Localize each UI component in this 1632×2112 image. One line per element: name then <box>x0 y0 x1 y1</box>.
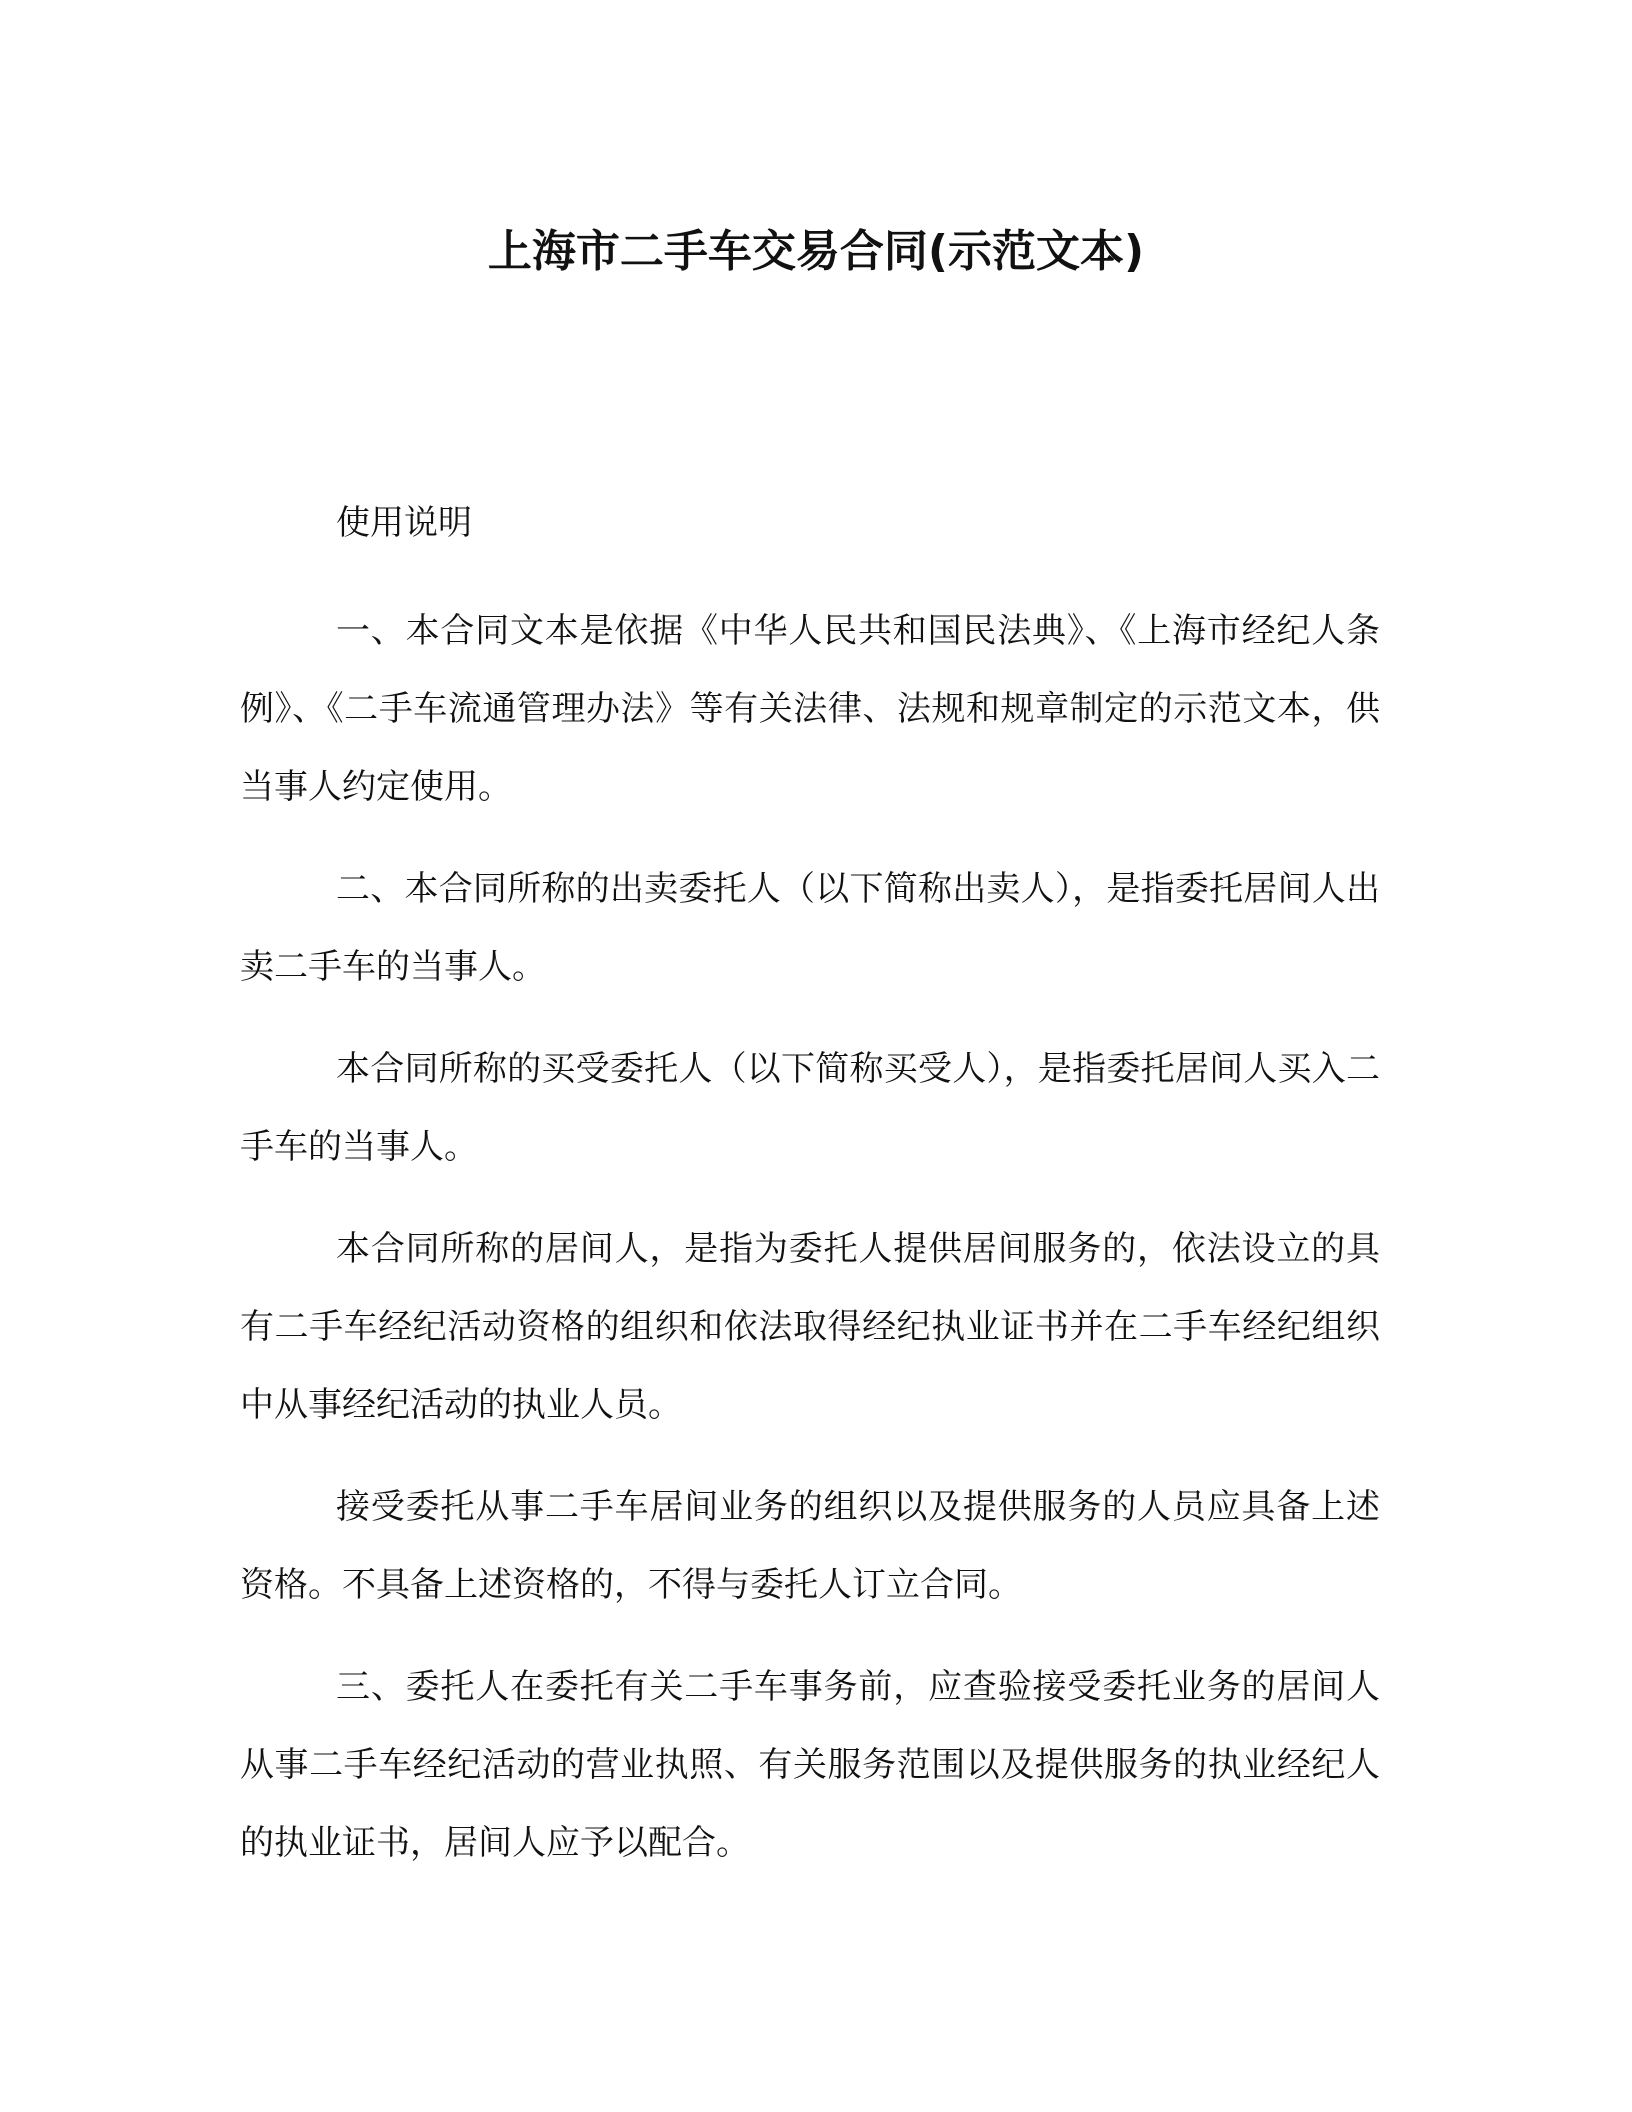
paragraph-6: 三、委托人在委托有关二手车事务前，应查验接受委托业务的居间人从事二手车经纪活动的营业执照、有关服务范围以及提供服务的执业经纪人的执业证书，居间人应予以配合。 <box>240 1667 1380 1863</box>
paragraph-2: 二、本合同所称的出卖委托人（以下简称出卖人），是指委托居间人出卖二手车的当事人。 <box>240 869 1380 987</box>
paragraph-4: 本合同所称的居间人，是指为委托人提供居间服务的，依法设立的具有二手车经纪活动资格的组织和依法取得经纪执业证书并在二手车经纪组织中从事经纪活动的执业人员。 <box>240 1229 1380 1425</box>
section-heading: 使用说明 <box>336 503 472 543</box>
paragraph-1: 一、本合同文本是依据《中华人民共和国民法典》、《上海市经纪人条例》、《二手车流通管理办法》等有关法律、法规和规章制定的示范文本，供当事人约定使用。 <box>240 611 1380 807</box>
document-title: 上海市二手车交易合同(示范文本) <box>487 226 1145 277</box>
paragraph-5: 接受委托从事二手车居间业务的组织以及提供服务的人员应具备上述资格。不具备上述资格的，不得与委托人订立合同。 <box>240 1487 1380 1605</box>
paragraph-3: 本合同所称的买受委托人（以下简称买受人），是指委托居间人买入二手车的当事人。 <box>240 1049 1380 1167</box>
